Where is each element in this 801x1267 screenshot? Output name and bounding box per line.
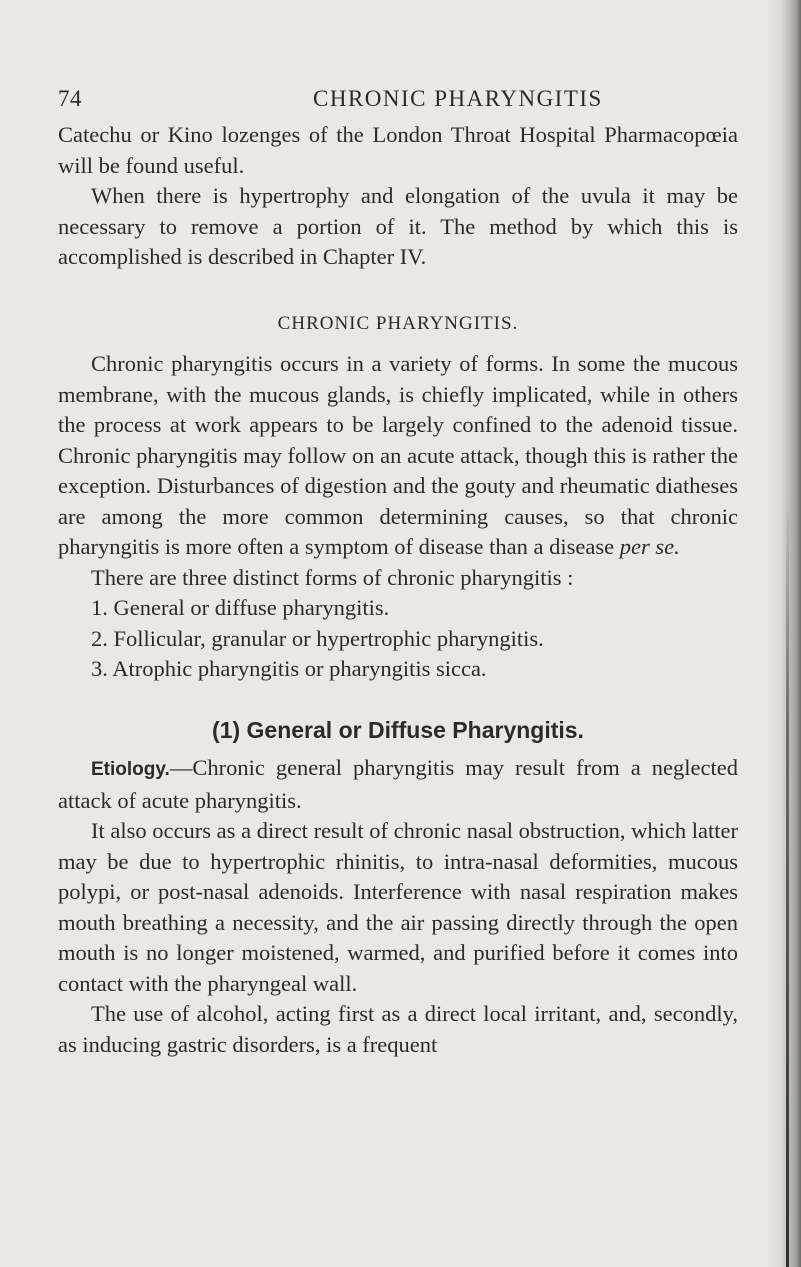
paragraph-alcohol: The use of alcohol, acting first as a direct local irritant, and, secondly, as inducing gastric disorders, is a frequent — [58, 1001, 738, 1057]
paragraph-forms-text: Chronic pharyngitis occurs in a variety of forms. In some the mucous membrane, with the mucous glands, is chiefly implicated, while in others the process at work appears to be largely confined to the adenoid tissue. Chronic pharyngitis may follow on an acute attack, though this is rather the exception. Disturbances of digestion and the gouty and rheumatic diatheses are among the more common determining causes, so that chronic pharyngitis is more often a symptom of disease than a disease — [58, 351, 738, 559]
italic-per-se: per se. — [619, 534, 680, 559]
etiology-text: —Chronic general pharyngitis may result from a neglected attack of acute pharyngitis. — [58, 755, 738, 813]
paragraph-forms-intro — [58, 349, 738, 563]
subsection-title: (1) General or Diffuse Pharyngitis. — [212, 716, 584, 743]
paragraph-etiology — [58, 753, 738, 816]
page-edge-line — [786, 500, 789, 1267]
running-head: CHRONIC PHARYNGITIS — [313, 86, 603, 111]
page-number: 74 — [58, 86, 82, 111]
paragraph-lozenges: Catechu or Kino lozenges of the London Throat Hospital Pharmacopœia will be found useful. — [58, 122, 738, 178]
section-title: CHRONIC PHARYNGITIS. — [277, 312, 519, 334]
paragraph-three-forms: There are three distinct forms of chronic pharyngitis : — [91, 564, 574, 590]
list-item: 1. General or diffuse pharyngitis. — [91, 595, 390, 620]
list-item: 2. Follicular, granular or hypertrophic pharyngitis. — [91, 625, 544, 651]
paragraph-nasal-obstruction: It also occurs as a direct result of chronic nasal obstruction, which latter may be due to hypertrophic rhinitis, to intra-nasal deformities, mucous polypi, or post-nasal adenoids. Interference with nasal respiration makes mouth breathing a necessity, and the air passing directly through the open mouth is no longer moistened, warmed, and purified before it comes into contact with the pharyngeal wall. — [58, 818, 738, 996]
list-item: 3. Atrophic pharyngitis or pharyngitis sicca. — [91, 656, 487, 681]
paragraph-uvula: When there is hypertrophy and elongation of the uvula it may be necessary to remove a portion of it. The method by which this is accomplished is described in Chapter IV. — [58, 183, 738, 269]
forms-list — [58, 593, 738, 685]
body-text — [58, 120, 738, 1060]
page-edge-shadow — [767, 0, 801, 1267]
page-header — [58, 86, 718, 116]
etiology-label: Etiology. — [91, 759, 170, 780]
